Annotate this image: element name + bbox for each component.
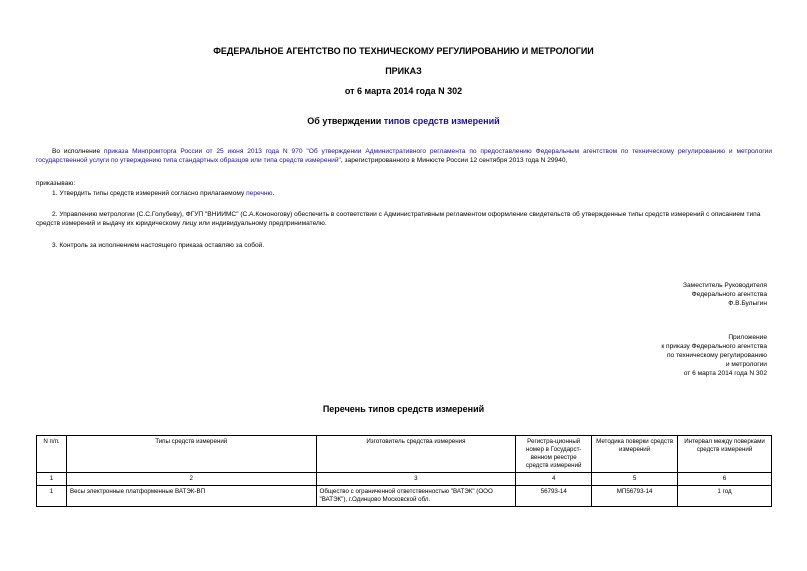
th-reg: Регистра-ционный номер в Государст-венном реестре средств измерений (516, 436, 592, 473)
list-link[interactable]: перечню (246, 190, 273, 197)
agency-header: ФЕДЕРАЛЬНОЕ АГЕНТСТВО ПО ТЕХНИЧЕСКОМУ РЕГУЛИРОВАНИЮ И МЕТРОЛОГИИ (213, 46, 594, 56)
th-method: Методика поверки средств измерений (592, 436, 678, 473)
appendix-line-3: по техническому регулированию (666, 352, 767, 359)
th-maker: Изготовитель средства измерения (316, 436, 516, 473)
row-num: 1 (37, 486, 67, 507)
appendix-block (500, 333, 767, 378)
row-reg: 56793-14 (516, 486, 592, 507)
preamble-text-before: Во исполнение (52, 148, 104, 155)
row-interval: 1 год (678, 486, 772, 507)
order-word: приказываю: (36, 180, 76, 187)
order-title-link[interactable]: типов средств измерений (383, 116, 500, 126)
signature-position: Заместитель Руководителя (683, 282, 767, 289)
row-method: МП56793-14 (592, 486, 678, 507)
appendix-date-number: от 6 марта 2014 года N 302 (683, 370, 767, 377)
table-row (37, 486, 772, 507)
order-item-2: 2. Управлению метрологии (С.С.Голубеву), ФГУП "ВНИИМС" (С.А.Кононогову) обеспечить в соответствии с Административным регламентом оформление свидетельств об утвержденные типы средств измерений с описанием типа средств измерений и выдачу их юридическому лицу или индивидуальному предпринимателю. (36, 211, 761, 227)
colnum-cell: 4 (516, 473, 592, 486)
appendix-line-4: и метрологии (725, 361, 767, 368)
colnum-cell: 3 (316, 473, 516, 486)
appendix-line-2: к приказу Федерального агентства (661, 343, 767, 350)
th-types: Типы средств измерений (66, 436, 316, 473)
colnum-cell: 2 (66, 473, 316, 486)
list-title: Перечень типов средств измерений (322, 404, 485, 414)
colnum-cell: 1 (37, 473, 67, 486)
th-num: N п/п. (37, 436, 67, 473)
order-date-number: от 6 марта 2014 года N 302 (344, 86, 463, 96)
colnum-cell: 5 (592, 473, 678, 486)
order-title (0, 116, 807, 126)
signature-block (500, 281, 767, 308)
item1-end: . (272, 190, 275, 197)
th-interval: Интервал между поверками средств измерений (678, 436, 772, 473)
row-maker: Общество с ограниченной ответственностью "ВАТЭК" (ООО "ВАТЭК"), г.Одинцово Московской обл. (316, 486, 516, 507)
instruments-table (36, 435, 772, 507)
table-colnum-row (37, 473, 772, 486)
colnum-cell: 6 (678, 473, 772, 486)
row-types: Весы электронные платформенные ВАТЭК-ВП (66, 486, 316, 507)
signature-name: Ф.В.Булыгин (728, 300, 767, 307)
order-item-3: 3. Контроль за исполнением настоящего приказа оставляю за собой. (52, 242, 265, 249)
preamble-paragraph (36, 147, 772, 165)
order-item-1 (52, 189, 274, 198)
item1-text: 1. Утвердить типы средств измерений согласно прилагаемому (52, 190, 247, 197)
order-title-prefix: Об утверждении (307, 116, 384, 126)
preamble-regulation-link[interactable]: приказа Минпромторга России от 25 июня 2013 года N 970 "Об утверждении Административного регламента по предоставлению Федеральным агентством по техническому регулированию и метрологии государственной услуги по утверждению типа стандартных образцов или типа средств измерений" (36, 148, 773, 164)
signature-agency: Федерального агентства (691, 291, 767, 298)
appendix-label: Приложение (728, 334, 767, 341)
table-header-row (37, 436, 772, 473)
preamble-text-after: , зарегистрированного в Минюсте России 12 сентября 2013 года N 29940, (340, 157, 568, 164)
doc-type: ПРИКАЗ (385, 66, 422, 76)
